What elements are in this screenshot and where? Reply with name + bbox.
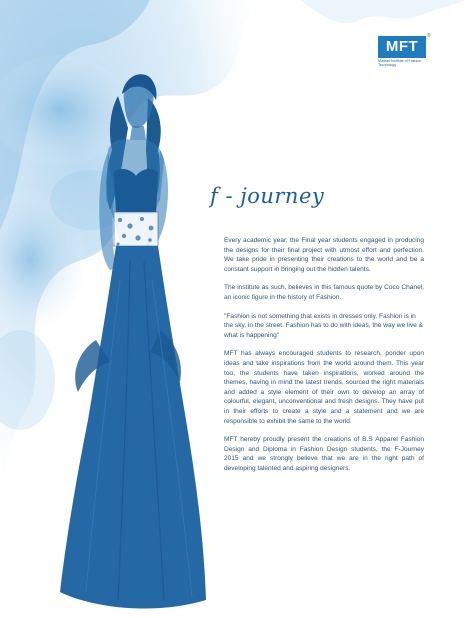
chanel-paragraph: The institute as such, believes in this famous quote by Coco Chanel, an iconic figure in the history of Fashion. bbox=[224, 284, 424, 301]
registered-mark: ® bbox=[427, 33, 431, 39]
logo-mark: MFT bbox=[378, 36, 426, 58]
closing-paragraph: MFT hereby proudly present the creations of B.S Apparel Fashion Design and Diploma in Fashion Design students, the F-Journey 2015 and we strongly believe that we are in the right path of developing talented and aspiring designers. bbox=[224, 436, 424, 472]
intro-paragraph: Every academic year, the Final year students engaged in producing the designs for their final project with utmost effort and perfection. We take pride in presenting their creations to the world and be a constant support in bringing out the hidden talents. bbox=[224, 237, 424, 273]
page-title: f - journey bbox=[210, 184, 325, 208]
inspiration-paragraph: MFT has always encouraged students to research, ponder upon ideas and take inspirations from the world around them. This year too, the students have taken inspirations, worked around the themes, having in mind the latest trends, sourced the right materials and added a style element of their own to develop an array of colourful, elegant, unconventional and fresh designs. They have put in their efforts to create a style and a statement and we are responsible to exhibit the same to the world. bbox=[224, 350, 424, 425]
body-copy bbox=[224, 236, 424, 482]
logo-subtitle: Madras Institute of Fashion Technology bbox=[378, 59, 422, 68]
chanel-quote: "Fashion is not something that exists in dresses only. Fashion is in the sky, in the street. Fashion has to do with ideas, the way we live & what is happening" bbox=[224, 312, 423, 339]
mft-logo bbox=[378, 33, 431, 76]
